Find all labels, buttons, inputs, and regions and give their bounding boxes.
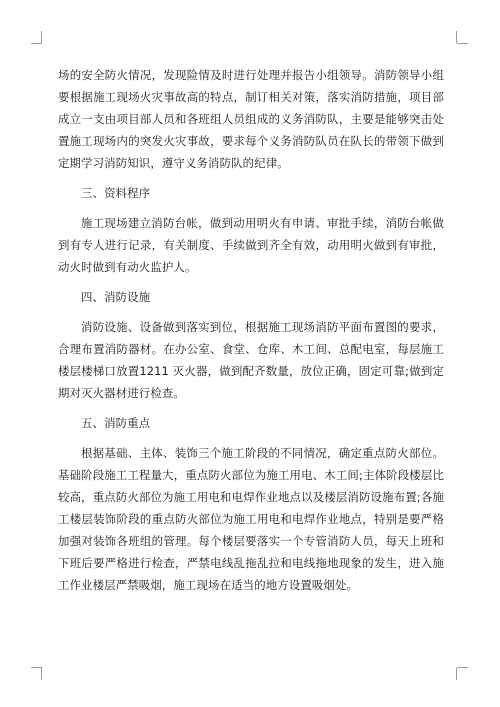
crop-mark-top-left-vertical [41,31,42,43]
crop-mark-top-right-vertical [456,31,457,43]
paragraph-key-points: 根据基础、主体、装饰三个施工阶段的不同情况，确定重点防火部位。基础阶段施工工程量大，重点防火部位为施工用电、木工间;主体阶段楼层比较高，重点防火部位为施工用电和电焊作业地点以及楼层消防设施布置;各施工楼层装饰阶段的重点防火部位为施工用电和电焊作业地点，特别是要严格加强对装饰各班组的管理。每个楼层要落实一个专管消防人员，每天上班和下班后要严格进行检查，严禁电线乱拖乱拉和电线拖地现象的发生，进入施工作业楼层严禁吸烟，施工现场在适当的地方设置吸烟处。 [58,446,444,592]
crop-mark-top-left-horizontal [31,43,42,44]
crop-mark-bottom-right-horizontal [457,667,468,668]
crop-mark-top-right-horizontal [457,43,468,44]
document-body [58,64,444,604]
section-heading-facilities: 四、消防设施 [81,290,151,304]
paragraph-records: 施工现场建立消防台帐，做到动用明火有申请、审批手续，消防台帐做到有专人进行记录，有关制度、手续做到齐全有效，动用明火做到有审批，动火时做到有动火监护人。 [58,216,444,274]
paragraph-intro: 场的安全防火情况，发现险情及时进行处理并报告小组领导。消防领导小组要根据施工现场火灾事故高的特点，制订相关对策，落实消防措施，项目部成立一支由项目部人员和各班组人员组成的义务消防队，主要是能够突击处置施工现场内的突发火灾事故，要求每个义务消防队员在队长的带领下做到定期学习消防知识，遵守义务消防队的纪律。 [58,68,444,170]
crop-mark-bottom-left-horizontal [31,667,42,668]
section-heading-key-points: 五、消防重点 [81,416,151,430]
crop-mark-bottom-left-vertical [41,668,42,680]
section-heading-records: 三、资料程序 [81,186,151,200]
crop-mark-bottom-right-vertical [456,668,457,680]
paragraph-facilities: 消防设施、设备做到落实到位，根据施工现场消防平面布置图的要求，合理布置消防器材。在办公室、食堂、仓库、木工间、总配电室，每层施工楼层楼梯口放置1211 灭火器，做到配齐数量，放位正确，固定可靠;做到定期对灭火器材进行检查。 [58,320,444,400]
